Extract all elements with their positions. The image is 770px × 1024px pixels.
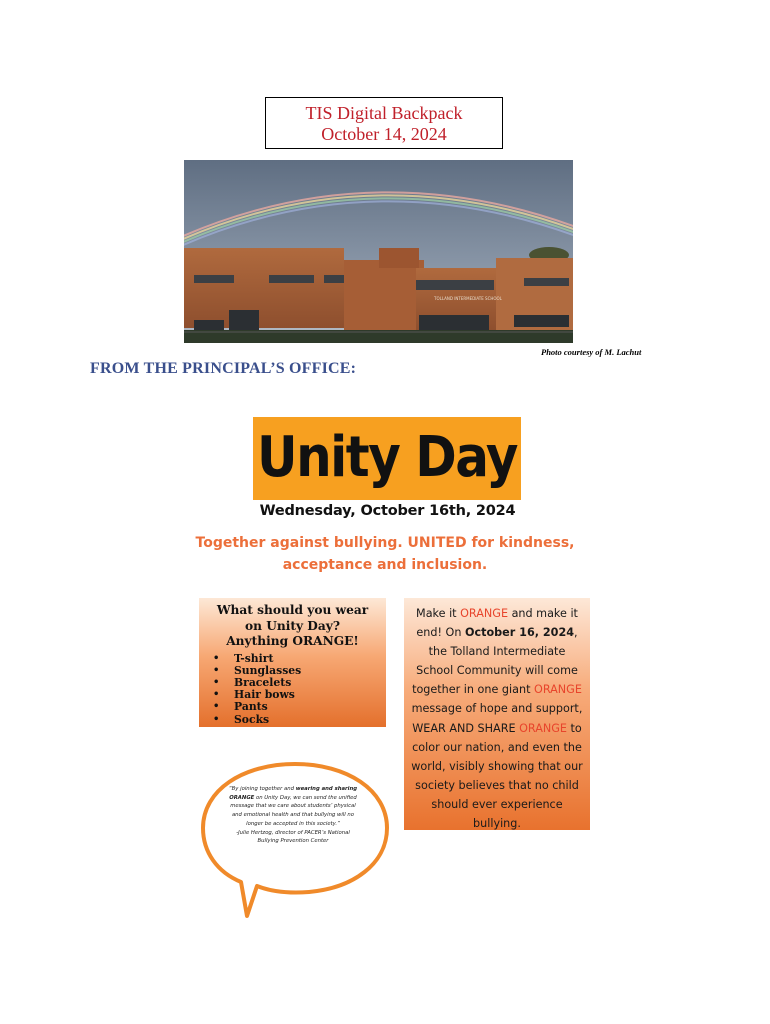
title-box [265,97,503,149]
wear-title-line-3: Anything ORANGE! [226,634,359,648]
tagline-line-2: acceptance and inclusion. [282,557,488,573]
photo-caption: Photo courtesy of M. Lachut [541,347,642,357]
orange-highlight-1: ORANGE [460,607,509,620]
list-item: • Socks [207,714,378,726]
quote-part-2: on Unity Day, we can send the unified message that we care about students’ physical and emotional health and that bullying will no longer be accepted in this society.” [230,794,357,827]
what-to-wear-title [207,603,378,650]
orange-highlight-2: ORANGE [534,683,582,697]
orange-highlight-3: ORANGE [519,721,567,735]
section-heading: FROM THE PRINCIPAL’S OFFICE: [90,360,357,377]
orange-text-3: , the Tolland Intermediate School Community will come together in one giant [412,626,578,697]
tagline-line-1: Together against bullying. UNITED for kindness, [195,535,575,551]
list-item: • Hair bows [207,689,378,701]
quote-text [228,785,358,846]
title-line-1: TIS Digital Backpack [305,103,463,123]
building-sign-text: TOLLAND INTERMEDIATE SCHOOL [434,296,502,301]
list-item: • T-shirt [207,653,378,665]
what-to-wear-box [199,598,386,727]
wear-title-line-1: What should you wear [216,603,369,617]
list-item: • Sunglasses [207,665,378,677]
wear-title-line-2: on Unity Day? [245,618,340,633]
quote-attribution: -Julie Hertzog, director of PACER’s National Bullying Prevention Center [236,829,350,845]
event-date: Wednesday, October 16th, 2024 [259,503,516,519]
quote-bold: wearing and sharing ORANGE [229,786,358,801]
list-item: • Bracelets [207,677,378,689]
quote-part-1: “By joining together and [228,786,296,792]
orange-text-4: message of hope and support, WEAR AND SHARE [411,702,583,735]
wear-list [207,653,378,726]
orange-text-5: to color our nation, and even the world, visibly showing that our society believes that no child should ever experience bullying. [411,721,583,831]
orange-date-bold: October 16, 2024 [464,626,575,640]
make-it-orange-box [404,598,590,830]
tagline [190,532,580,576]
list-item: • Pants [207,701,378,713]
orange-text-2: and make it end! On [416,607,578,640]
title-line-2: October 14, 2024 [321,124,447,144]
school-photo [184,160,573,343]
orange-text-1: Make it [416,607,461,620]
banner-title: Unity Day [256,424,518,490]
